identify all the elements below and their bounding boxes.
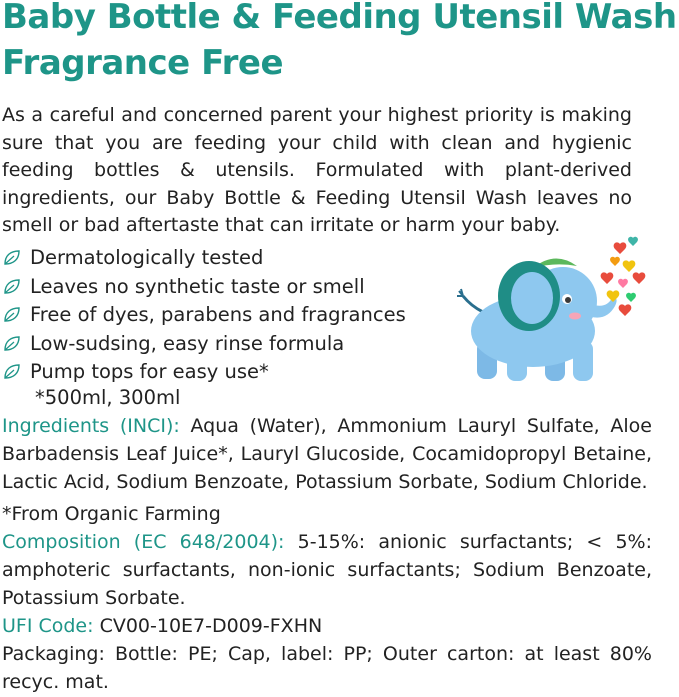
feature-text: Low-sudsing, easy rinse formula bbox=[30, 331, 345, 355]
title-line-2: Fragrance Free bbox=[2, 43, 284, 83]
title-line-1: Baby Bottle & Feeding Utensil Wash bbox=[2, 0, 677, 37]
page-title bbox=[2, 0, 677, 86]
composition-text: 5-15%: anionic surfactants; < 5%: amphoteric surfactants, non-ionic surfactants; Sodium Benzoate, Potassium Sorbate. bbox=[2, 531, 653, 609]
feature-text: Dermatologically tested bbox=[30, 246, 264, 269]
leaf-icon bbox=[2, 362, 22, 382]
feature-text: Pump tops for easy use* bbox=[30, 360, 269, 383]
packaging-text: Packaging: Bottle: PE; Cap, label: PP; Outer carton: at least 80% recyc. mat. bbox=[2, 643, 652, 693]
leaf-icon bbox=[2, 334, 22, 354]
feature-item bbox=[2, 301, 406, 330]
composition-label: Composition (EC 648/2004): bbox=[2, 531, 285, 553]
feature-list bbox=[2, 244, 406, 387]
leaf-icon bbox=[2, 305, 22, 325]
ingredients-text: Aqua (Water), Ammonium Lauryl Sulfate, Aloe Barbadensis Leaf Juice*, Lauryl Glucoside, Cocamidopropyl Betaine, Lactic Acid, Sodium Benzoate, Potassium Sorbate, Sodium Chloride. bbox=[2, 415, 652, 493]
feature-text: Leaves no synthetic taste or smell bbox=[30, 274, 365, 298]
ingredients-section bbox=[2, 412, 652, 496]
feature-item bbox=[2, 358, 406, 387]
intro-paragraph: As a careful and concerned parent your highest priority is making sure that you are feeding your child with clean and hygienic feeding bottles & utensils. Formulated with plant-derived ingredients, our Baby Bottle & Feeding Utensil Wash leaves no smell or bad aftertaste that can irritate or harm your baby. bbox=[2, 104, 632, 236]
feature-text: Free of dyes, parabens and fragrances bbox=[30, 303, 406, 326]
elephant-illustration bbox=[455, 236, 650, 386]
sizes-note: *500ml, 300ml bbox=[35, 386, 181, 409]
leaf-icon bbox=[2, 277, 22, 297]
ingredients-label: Ingredients (INCI): bbox=[2, 415, 180, 437]
leaf-icon bbox=[2, 248, 22, 268]
ufi-section bbox=[2, 612, 652, 640]
composition-section bbox=[2, 528, 652, 612]
feature-item bbox=[2, 330, 406, 359]
ufi-label: UFI Code: bbox=[2, 615, 94, 637]
feature-item bbox=[2, 273, 406, 302]
ufi-code: CV00-10E7-D009-FXHN bbox=[99, 615, 323, 637]
feature-item bbox=[2, 244, 406, 273]
organic-footnote: *From Organic Farming bbox=[2, 503, 221, 525]
